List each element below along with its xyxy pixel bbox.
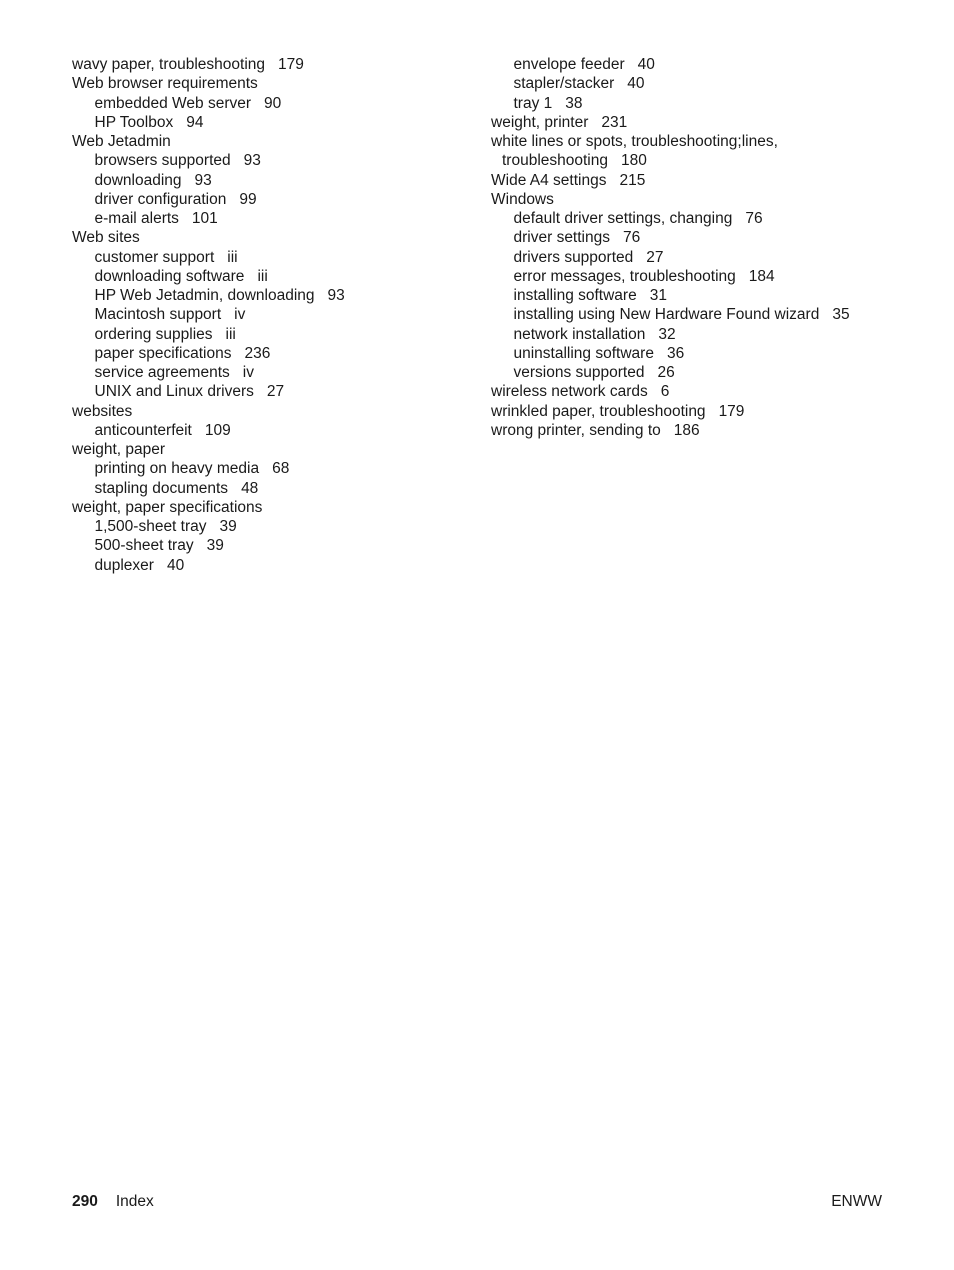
index-page-ref: 40: [166, 556, 185, 574]
index-term: installing using New Hardware Found wizard: [513, 306, 820, 324]
index-term: troubleshooting: [502, 152, 608, 170]
index-page-ref: 36: [666, 344, 685, 362]
index-subentry: [72, 113, 472, 132]
index-term: weight, printer: [491, 113, 589, 131]
index-term: HP Web Jetadmin, downloading: [94, 287, 315, 304]
index-subentry: [72, 94, 472, 113]
index-term: paper specifications: [94, 344, 232, 362]
index-column-left: [72, 55, 472, 575]
index-term: service agreements: [94, 364, 230, 381]
index-term: tray 1: [513, 94, 553, 112]
index-page-ref: 26: [657, 364, 675, 381]
index-subentry: [72, 344, 472, 363]
index-subentry: [72, 363, 472, 382]
index-term: wireless network cards: [491, 383, 648, 401]
index-term: wrong printer, sending to: [491, 421, 661, 439]
index-term: downloading software: [94, 267, 245, 285]
index-column-right: [491, 55, 911, 440]
index-entry: [491, 132, 911, 151]
index-page-ref: 48: [241, 479, 259, 497]
index-page-ref: 93: [243, 152, 261, 170]
index-page-ref: 31: [649, 287, 667, 304]
index-subentry: [72, 325, 472, 344]
index-term: duplexer: [94, 556, 154, 574]
index-page-ref: 186: [673, 421, 700, 439]
index-page-ref: iii: [227, 248, 238, 266]
index-subentry: [491, 151, 911, 170]
index-term: customer support: [94, 248, 215, 266]
index-entry: [72, 498, 472, 517]
index-term: default driver settings, changing: [513, 210, 733, 227]
index-subentry: [491, 55, 911, 74]
index-term: wavy paper, troubleshooting: [72, 56, 266, 73]
page-footer: [72, 1192, 882, 1212]
index-subentry: [72, 479, 472, 498]
index-term: Web sites: [72, 229, 140, 247]
index-term: Wide A4 settings: [491, 171, 607, 189]
index-subentry: [72, 171, 472, 190]
index-subentry: [72, 421, 472, 440]
index-entry: [491, 113, 911, 132]
index-page-ref: 179: [278, 56, 304, 73]
index-subentry: [72, 536, 472, 555]
index-page-ref: 179: [718, 402, 745, 420]
footer-publisher-code: ENWW: [831, 1193, 882, 1210]
index-page-ref: 38: [565, 94, 583, 112]
footer-section-title: Index: [115, 1193, 154, 1210]
index-term: Web browser requirements: [72, 75, 258, 93]
index-entry: [72, 228, 472, 247]
index-page-ref: 101: [191, 210, 218, 227]
index-page-ref: 76: [622, 229, 641, 247]
index-subentry: [72, 517, 472, 536]
index-page-ref: 6: [660, 383, 670, 401]
index-page-ref: iii: [257, 267, 268, 285]
index-term: versions supported: [513, 364, 645, 381]
index-entry: [491, 190, 911, 209]
footer-page-number: 290: [72, 1193, 98, 1210]
index-term: weight, paper specifications: [72, 498, 263, 516]
index-term: HP Toolbox: [94, 113, 174, 131]
index-page-ref: 68: [272, 460, 290, 478]
index-subentry: [72, 190, 472, 209]
index-subentry: [491, 305, 911, 324]
index-subentry: [72, 267, 472, 286]
index-subentry: [491, 363, 911, 382]
index-term: weight, paper: [72, 441, 166, 458]
index-entry: [491, 402, 911, 421]
index-subentry: [491, 74, 911, 93]
index-page-ref: 184: [748, 267, 775, 285]
index-term: anticounterfeit: [94, 421, 192, 439]
index-page-ref: 93: [194, 171, 212, 189]
index-entry: [72, 74, 472, 93]
index-term: white lines or spots, troubleshooting;lines,: [491, 133, 778, 150]
index-page-ref: 90: [264, 94, 282, 112]
index-page-ref: 27: [266, 383, 285, 401]
index-term: drivers supported: [513, 248, 634, 266]
index-term: 500-sheet tray: [94, 537, 194, 555]
index-subentry: [491, 94, 911, 113]
index-page-ref: iii: [225, 325, 236, 343]
index-term: network installation: [513, 325, 646, 343]
index-page-ref: 76: [745, 210, 763, 227]
index-term: installing software: [513, 287, 637, 304]
index-subentry: [491, 248, 911, 267]
index-page-ref: 109: [204, 421, 231, 439]
index-term: Macintosh support: [94, 306, 222, 324]
index-page-ref: 32: [658, 325, 676, 343]
index-term: ordering supplies: [94, 325, 213, 343]
index-subentry: [491, 286, 911, 305]
index-term: Web Jetadmin: [72, 133, 171, 150]
index-subentry: [491, 325, 911, 344]
index-entry: [491, 421, 911, 440]
index-page-ref: 99: [239, 190, 257, 208]
index-subentry: [72, 459, 472, 478]
index-term: e-mail alerts: [94, 210, 179, 227]
index-entry: [72, 440, 472, 459]
index-entry: [72, 55, 472, 74]
index-subentry: [72, 209, 472, 228]
index-page-ref: 180: [621, 152, 647, 170]
index-subentry: [72, 305, 472, 324]
index-term: driver settings: [513, 229, 610, 247]
index-page-ref: 231: [601, 113, 628, 131]
index-term: driver configuration: [94, 190, 227, 208]
index-term: envelope feeder: [513, 56, 625, 73]
index-subentry: [72, 286, 472, 305]
index-page-ref: 35: [832, 306, 850, 324]
index-term: uninstalling software: [513, 344, 654, 362]
index-term: printing on heavy media: [94, 460, 260, 478]
index-page-ref: 236: [244, 344, 271, 362]
index-page-ref: iv: [234, 306, 246, 324]
index-subentry: [491, 344, 911, 363]
index-term: 1,500-sheet tray: [94, 518, 207, 535]
index-term: wrinkled paper, troubleshooting: [491, 402, 706, 420]
index-page-ref: 27: [646, 248, 664, 266]
index-page-ref: 94: [186, 113, 204, 131]
index-subentry: [72, 382, 472, 401]
index-term: Windows: [491, 190, 554, 208]
index-page-ref: iv: [242, 364, 254, 381]
index-subentry: [491, 209, 911, 228]
index-term: browsers supported: [94, 152, 231, 170]
index-term: error messages, troubleshooting: [513, 267, 736, 285]
index-term: downloading: [94, 171, 182, 189]
index-subentry: [72, 151, 472, 170]
index-entry: [72, 132, 472, 151]
index-term: UNIX and Linux drivers: [94, 383, 254, 401]
index-subentry: [491, 267, 911, 286]
index-term: embedded Web server: [94, 94, 252, 112]
index-entry: [491, 382, 911, 401]
index-page-ref: 40: [627, 75, 645, 93]
index-subentry: [72, 248, 472, 267]
index-page-ref: 40: [637, 56, 655, 73]
index-entry: [491, 171, 911, 190]
index-page-ref: 39: [206, 537, 224, 555]
index-entry: [72, 402, 472, 421]
index-subentry: [491, 228, 911, 247]
index-subentry: [72, 556, 472, 575]
index-term: stapling documents: [94, 479, 229, 497]
index-term: stapler/stacker: [513, 75, 615, 93]
index-page-ref: 39: [219, 518, 237, 535]
index-page-ref: 215: [619, 171, 646, 189]
index-term: websites: [72, 402, 133, 420]
index-page-ref: 93: [327, 287, 345, 304]
